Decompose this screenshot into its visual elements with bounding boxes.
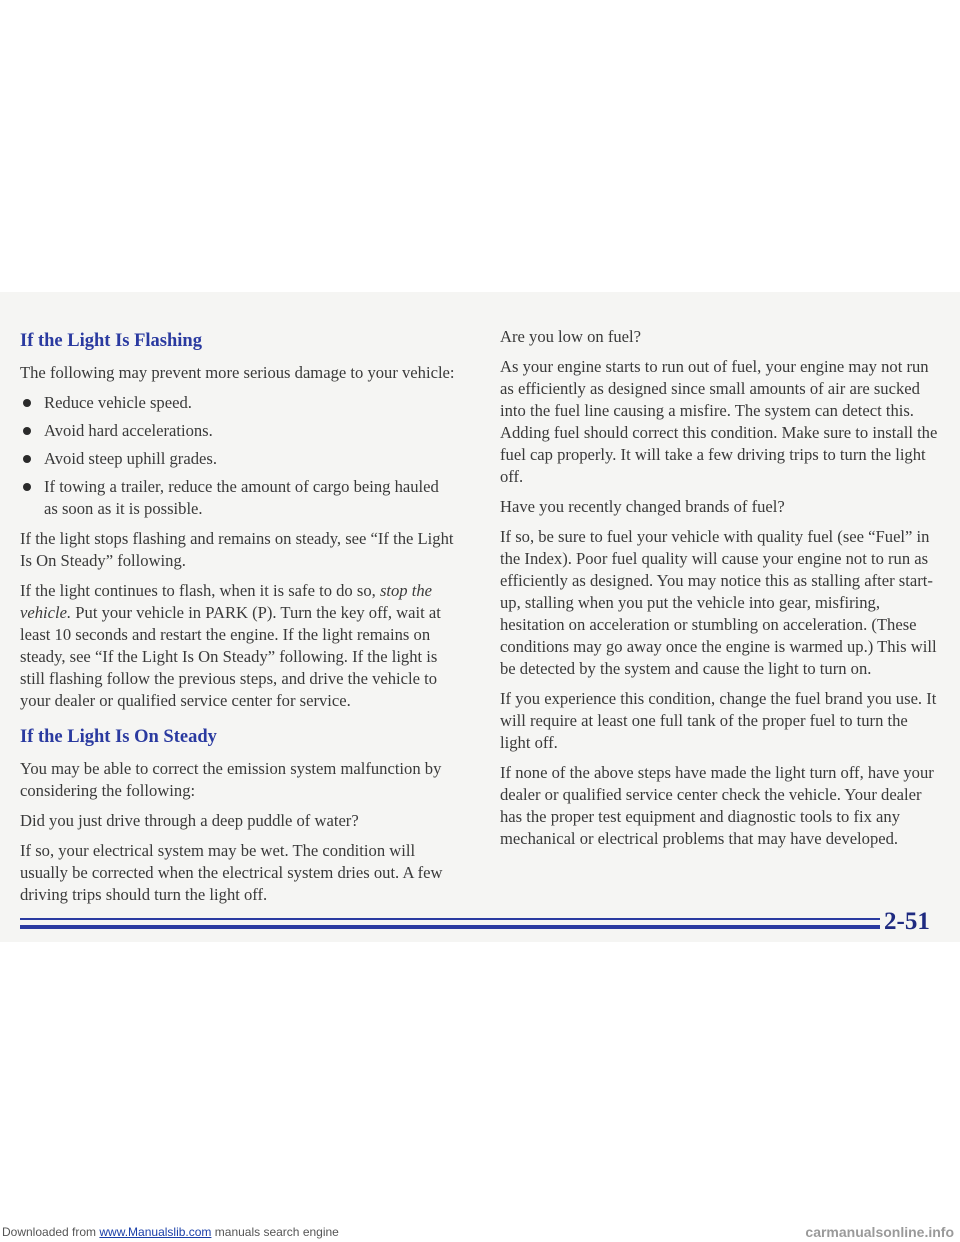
flashing-intro: The following may prevent more serious damage to your vehicle:: [20, 363, 455, 382]
paragraph: Did you just drive through a deep puddle of water?: [20, 811, 359, 830]
heading-light-steady: If the Light Is On Steady: [20, 727, 217, 747]
list-item: If towing a trailer, reduce the amount of cargo being hauled as soon as it is possible.: [20, 476, 456, 520]
emphasis-stop-vehicle: stop the vehicle.: [20, 581, 433, 622]
list-item: Avoid hard accelerations.: [20, 420, 456, 442]
bullet-icon: [23, 455, 31, 463]
paragraph: If so, your electrical system may be wet. The condition will usually be corrected when the electrical system dries out. A few driving trips should turn the light off.: [20, 841, 443, 904]
left-column: [20, 326, 456, 914]
list-item: Avoid steep uphill grades.: [20, 448, 456, 470]
page-rule: [20, 918, 880, 932]
footer-download-note: Downloaded from www.Manualslib.com manuals search engine: [2, 1225, 339, 1239]
paragraph: Are you low on fuel?: [500, 327, 642, 346]
heading-light-flashing: If the Light Is Flashing: [20, 331, 202, 351]
paragraph-stop-vehicle: If the light continues to flash, when it is safe to do so, stop the vehicle. Put your vehicle in PARK (P). Turn the key off, wait at least 10 seconds and restart the engine. If the light remains on steady, see “If the Light Is On Steady” following. If the light is still flashing follow the previous steps, and drive the vehicle to your dealer or qualified service center for service.: [20, 581, 441, 710]
flashing-bullet-list: [20, 392, 456, 520]
paragraph: You may be able to correct the emission system malfunction by considering the following:: [20, 759, 442, 800]
watermark: carmanualsonline.info: [805, 1224, 954, 1240]
manualslib-link[interactable]: www.Manualslib.com: [99, 1225, 212, 1239]
bullet-icon: [23, 399, 31, 407]
bullet-icon: [23, 483, 31, 491]
page-number: 2-51: [884, 908, 930, 935]
paragraph: Have you recently changed brands of fuel?: [500, 497, 785, 516]
paragraph: If so, be sure to fuel your vehicle with quality fuel (see “Fuel” in the Index). Poor fuel quality will cause your engine not to run as efficiently as designed. You may notice this as stalling after start-up, stalling when you put the vehicle into gear, misfiring, hesitation on acceleration or stumbling on acceleration. (These conditions may go away once the engine is warmed up.) This will be detected by the system and cause the light to turn on.: [500, 527, 937, 678]
paragraph: If you experience this condition, change the fuel brand you use. It will require at least one full tank of the proper fuel to turn the light off.: [500, 689, 937, 752]
rule-thin: [20, 918, 880, 920]
paragraph: As your engine starts to run out of fuel, your engine may not run as efficiently as designed since small amounts of air are sucked into the fuel line causing a misfire. The system can detect this. Adding fuel should correct this condition. Make sure to install the fuel cap properly. It will take a few driving trips to turn the light off.: [500, 357, 938, 486]
list-item: Reduce vehicle speed.: [20, 392, 456, 414]
right-column: [500, 326, 940, 858]
footer: [0, 1222, 960, 1242]
paragraph: If the light stops flashing and remains on steady, see “If the Light Is On Steady” following.: [20, 529, 454, 570]
rule-thick: [20, 925, 880, 929]
paragraph: If none of the above steps have made the light turn off, have your dealer or qualified service center check the vehicle. Your dealer has the proper test equipment and diagnostic tools to fix any mechanical or electrical problems that may have developed.: [500, 763, 934, 848]
bullet-icon: [23, 427, 31, 435]
